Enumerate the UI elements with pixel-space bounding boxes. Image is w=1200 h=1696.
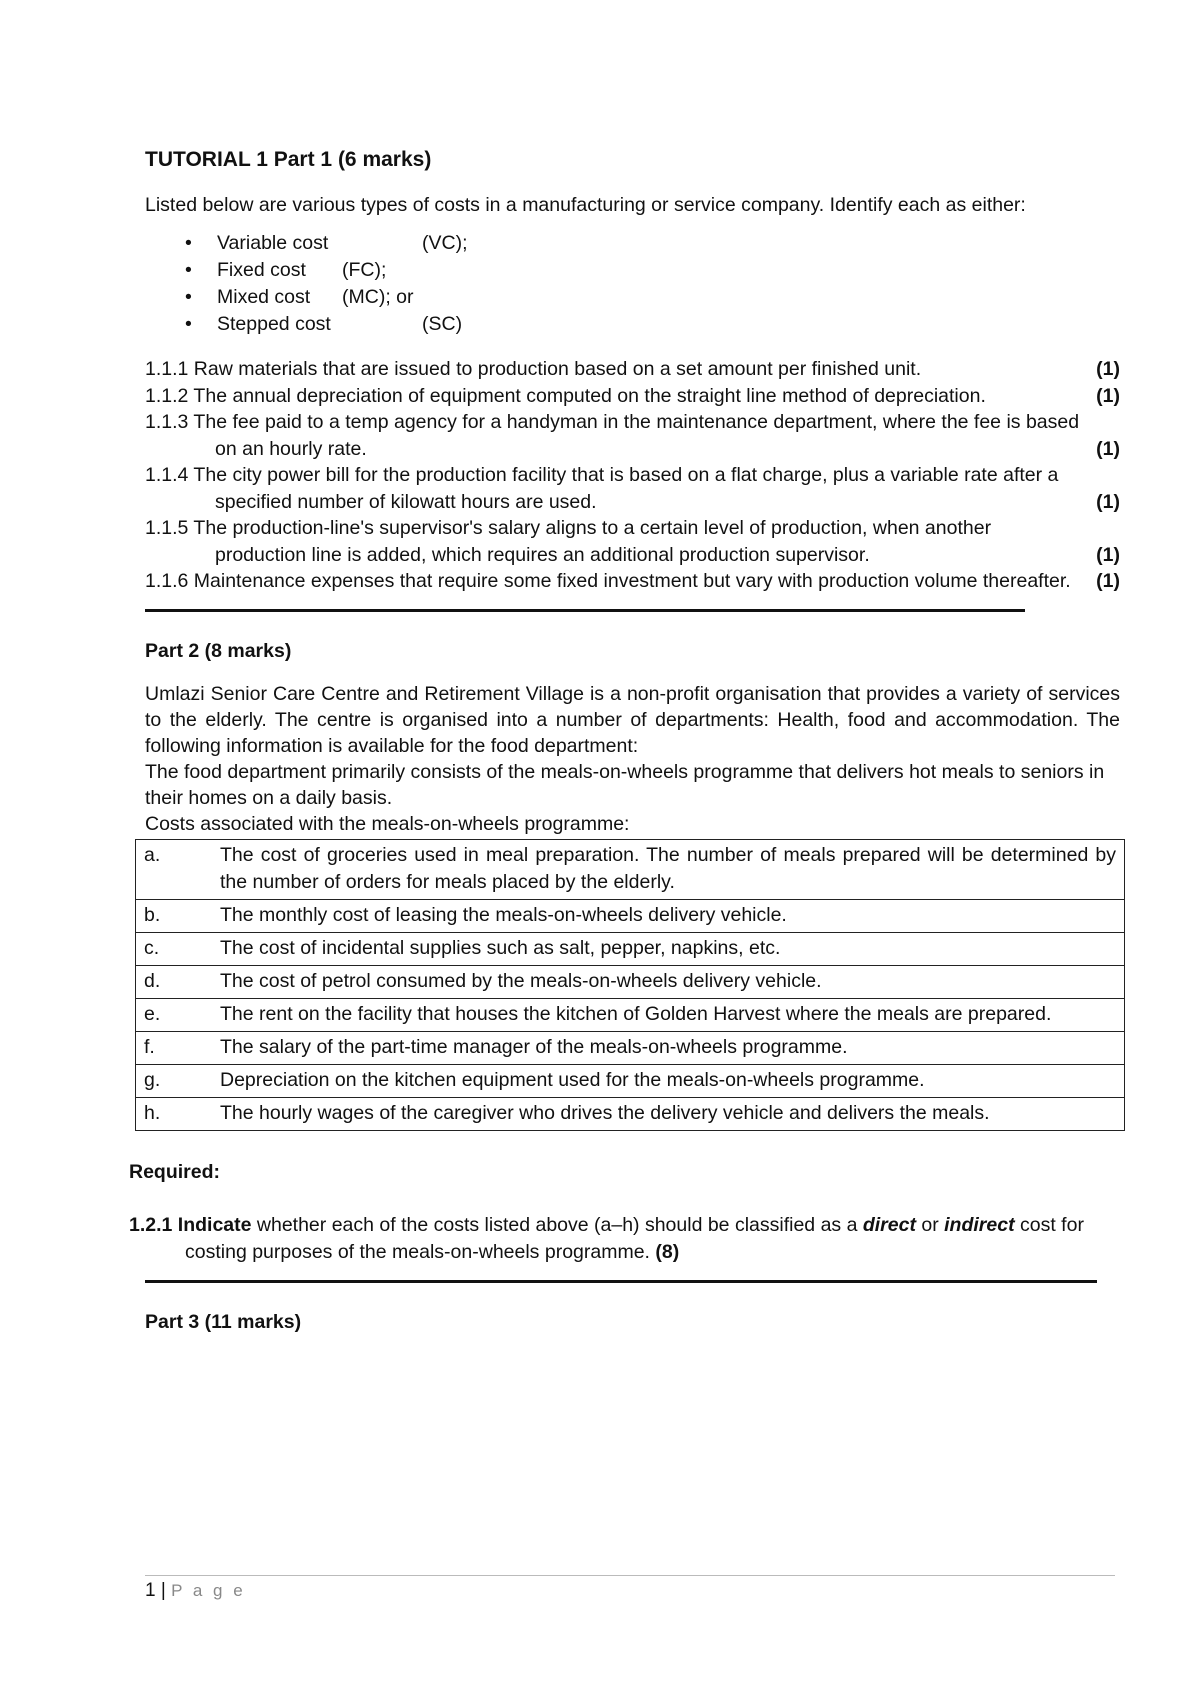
marks-label: (1) (1096, 358, 1120, 380)
costs-table (135, 839, 1125, 1131)
marks-label: (1) (1096, 543, 1120, 566)
table-row: f. The salary of the part-time manager of the meals-on-wheels programme. (136, 1031, 1125, 1064)
part3-title: Part 3 (11 marks) (145, 1310, 302, 1333)
page-number: 1 (145, 1580, 156, 1601)
question-item: 1.1.6 Maintenance expenses that require some fixed investment but vary with production volume thereafter. (1) (145, 568, 1120, 595)
footer-divider (145, 1575, 1115, 1576)
table-row: d. The cost of petrol consumed by the meals-on-wheels delivery vehicle. (136, 965, 1125, 998)
table-row: b. The monthly cost of leasing the meals-on-wheels delivery vehicle. (136, 899, 1125, 932)
list-item: • Variable cost (VC); (185, 232, 468, 254)
task-1-2-1: 1.2.1 Indicate whether each of the costs listed above (a–h) should be classified as a direct or indirect cost for costing purposes of the meals-on-wheels programme. (8) (129, 1213, 1084, 1263)
question-list (145, 356, 1120, 595)
part1-intro: Listed below are various types of costs in a manufacturing or service company. Identify each as either: (145, 194, 1026, 216)
table-row: g. Depreciation on the kitchen equipment used for the meals-on-wheels programme. (136, 1064, 1125, 1097)
part2-paragraph: The food department primarily consists of the meals-on-wheels programme that delivers hot meals to seniors in their homes on a daily basis. (145, 760, 1105, 809)
section-divider (145, 1280, 1097, 1283)
question-item: 1.1.5 The production-line's supervisor's salary aligns to a certain level of production, when another production line is added, which requires an additional production supervisor. (1) (145, 515, 1120, 568)
table-row: a. The cost of groceries used in meal preparation. The number of meals prepared will be determined by the number of orders for meals placed by the elderly. (136, 839, 1125, 899)
list-item: • Stepped cost (SC) (185, 313, 463, 335)
part2-paragraph: Costs associated with the meals-on-wheels programme: (145, 812, 630, 835)
table-row: c. The cost of incidental supplies such as salt, pepper, napkins, etc. (136, 932, 1125, 965)
part2-title: Part 2 (8 marks) (145, 639, 292, 662)
marks-label: (1) (1096, 490, 1120, 513)
question-item: 1.1.3 The fee paid to a temp agency for a handyman in the maintenance department, where the fee is based on an hourly rate. (1) (145, 409, 1120, 462)
marks-label: (1) (1096, 570, 1120, 592)
section-divider (145, 609, 1025, 612)
question-item: 1.1.1 Raw materials that are issued to production based on a set amount per finished unit. (1) (145, 356, 1120, 383)
page-footer: 1 | P a g e (145, 1580, 246, 1601)
part1-title: TUTORIAL 1 Part 1 (6 marks) (145, 148, 432, 171)
cost-types-list (145, 230, 1120, 338)
document-page (129, 148, 1120, 1352)
part2-paragraph: Umlazi Senior Care Centre and Retirement Village is a non-profit organisation that provides a variety of services to the elderly. The centre is organised into a number of departments: Health, food and accommodation. The following information is available for the food department: (145, 682, 1120, 757)
table-row: e. The rent on the facility that houses the kitchen of Golden Harvest where the meals are prepared. (136, 998, 1125, 1031)
marks-label: (1) (1096, 437, 1120, 460)
question-item: 1.1.4 The city power bill for the production facility that is based on a flat charge, plus a variable rate after a specified number of kilowatt hours are used. (1) (145, 462, 1120, 515)
required-heading: Required: (129, 1160, 221, 1183)
table-row: h. The hourly wages of the caregiver who drives the delivery vehicle and delivers the meals. (136, 1097, 1125, 1130)
list-item: • Mixed cost (MC); or (185, 286, 414, 308)
page-label: P a g e (171, 1581, 246, 1600)
marks-label: (1) (1096, 384, 1120, 407)
question-item: 1.1.2 The annual depreciation of equipment computed on the straight line method of depreciation. (1) (145, 383, 1120, 410)
list-item: • Fixed cost (FC); (185, 259, 387, 281)
